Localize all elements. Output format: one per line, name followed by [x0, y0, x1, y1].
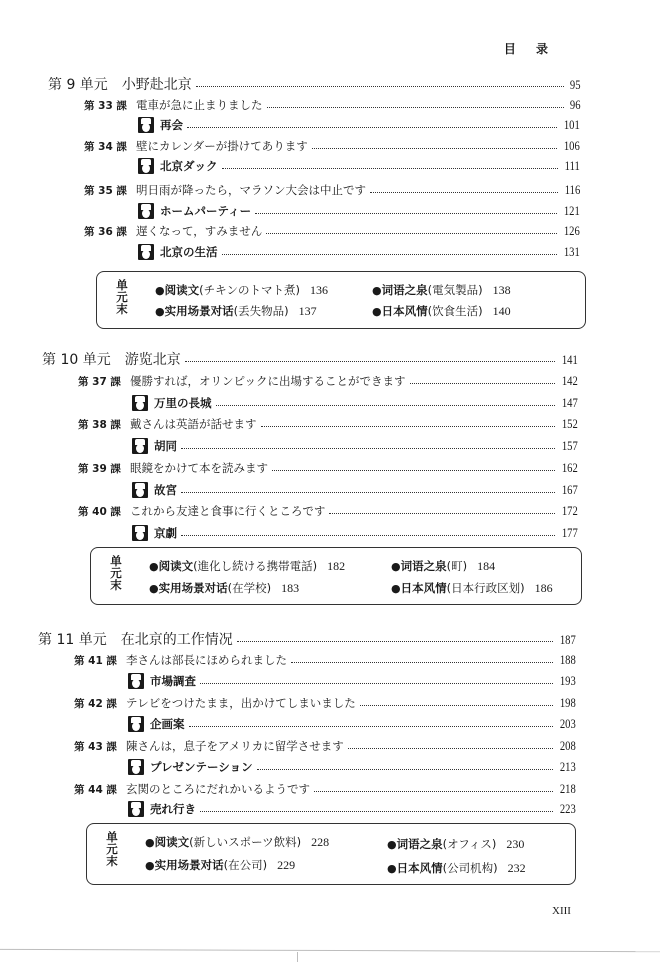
page-number: 203 — [560, 717, 576, 731]
lesson-44-sub-row[interactable] — [128, 801, 576, 817]
face-icon — [128, 759, 144, 775]
summary-item-dialogue[interactable] — [155, 303, 317, 319]
sub-title: 北京の生活 — [160, 245, 218, 259]
page-number: 121 — [564, 204, 580, 218]
page-number: 188 — [560, 653, 576, 667]
lesson-label: 第 33 課 — [84, 100, 127, 112]
summary-side-label: 单元末 — [116, 278, 128, 316]
item-label: 日本风情 — [400, 581, 447, 595]
dot-leader — [185, 361, 556, 362]
page-number: 152 — [562, 417, 578, 431]
dot-leader — [189, 726, 554, 727]
item-page: 140 — [492, 304, 511, 318]
lesson-title: テレビをつけたまま，出かけてしまいました — [126, 696, 356, 710]
lesson-44-row[interactable] — [74, 781, 576, 797]
lesson-label: 第 38 課 — [78, 419, 121, 431]
summary-item-culture[interactable] — [391, 580, 553, 596]
bullet-icon: ● — [145, 859, 155, 872]
bullet-icon: ● — [155, 305, 165, 318]
lesson-40-row[interactable] — [78, 503, 578, 519]
bullet-icon: ● — [149, 560, 159, 573]
summary-item-vocab[interactable] — [372, 282, 511, 298]
item-page: 138 — [492, 283, 511, 297]
item-page: 182 — [327, 559, 346, 573]
bullet-icon: ● — [372, 284, 382, 297]
item-note: (新しいスポーツ飲料) — [189, 835, 302, 849]
item-page: 136 — [309, 283, 328, 297]
dot-leader — [181, 535, 555, 536]
sub-title: 京劇 — [154, 526, 177, 540]
dot-leader — [216, 405, 556, 406]
page-number: 172 — [562, 504, 578, 518]
sub-title: プレゼンテーション — [150, 760, 253, 774]
lesson-label: 第 44 課 — [74, 784, 117, 796]
summary-side-label: 单元末 — [106, 830, 118, 868]
lesson-33-sub-row[interactable] — [138, 117, 580, 133]
item-note: (日本行政区划) — [446, 581, 525, 595]
lesson-39-row[interactable] — [78, 460, 578, 476]
item-label: 实用场景对话 — [158, 581, 228, 595]
lesson-title: 陳さんは，息子をアメリカに留学させます — [126, 739, 344, 753]
item-note: (電気製品) — [427, 283, 483, 297]
item-page: 137 — [298, 304, 317, 318]
dot-leader — [410, 383, 556, 384]
sub-title: 故宮 — [154, 483, 177, 497]
sub-title: 再会 — [160, 118, 183, 132]
summary-item-vocab[interactable] — [387, 836, 524, 852]
page-number: 131 — [564, 245, 580, 259]
page-number: 208 — [560, 739, 576, 753]
bullet-icon: ● — [149, 582, 159, 595]
dot-leader — [267, 107, 564, 108]
unit-10-row[interactable] — [42, 349, 578, 369]
unit-title: 小野赴北京 — [121, 77, 192, 93]
page-number: 162 — [562, 461, 578, 475]
lesson-title: 壁にカレンダーが掛けてあります — [136, 139, 308, 153]
lesson-label: 第 34 課 — [84, 141, 127, 153]
lesson-37-row[interactable] — [78, 373, 578, 389]
dot-leader — [181, 448, 555, 449]
face-icon — [138, 203, 154, 219]
lesson-41-sub-row[interactable] — [128, 673, 576, 689]
lesson-title: 李さんは部長にほめられました — [126, 653, 287, 667]
lesson-label: 第 35 課 — [84, 185, 127, 197]
item-note: (町) — [446, 559, 468, 573]
page-number: 96 — [569, 98, 580, 112]
page-number: 147 — [562, 396, 578, 410]
page-number: 142 — [562, 374, 578, 388]
bullet-icon: ● — [387, 838, 397, 851]
item-page: 184 — [477, 559, 496, 573]
item-page: 186 — [534, 581, 553, 595]
item-page: 232 — [507, 861, 526, 875]
bullet-icon: ● — [391, 560, 401, 573]
face-icon — [132, 525, 148, 541]
item-label: 词语之泉 — [396, 837, 443, 851]
lesson-title: 優勝すれば，オリンピックに出場することができます — [130, 374, 406, 388]
lesson-35-row[interactable] — [84, 182, 580, 198]
lesson-label: 第 37 課 — [78, 376, 121, 388]
lesson-38-row[interactable] — [78, 416, 578, 432]
page-number: 141 — [562, 353, 578, 367]
page-number: 177 — [562, 526, 578, 540]
item-page: 228 — [311, 835, 330, 849]
lesson-42-row[interactable] — [74, 695, 576, 711]
item-label: 日本风情 — [381, 304, 428, 318]
face-icon — [132, 438, 148, 454]
item-note: (チキンのトマト煮) — [199, 283, 300, 297]
page-number: 106 — [564, 139, 580, 153]
lesson-42-sub-row[interactable] — [128, 716, 576, 732]
item-note: (在学校) — [227, 581, 272, 595]
dot-leader — [200, 683, 553, 684]
unit-label: 第 11 单元 — [38, 632, 107, 648]
lesson-label: 第 41 課 — [74, 655, 117, 667]
bullet-icon: ● — [145, 836, 155, 849]
page-number: 126 — [564, 224, 580, 238]
dot-leader — [266, 233, 557, 234]
dot-leader — [237, 641, 554, 642]
lesson-34-row[interactable] — [84, 138, 580, 154]
page-folio: XIII — [552, 905, 571, 917]
lesson-title: 戴さんは英語が話せます — [130, 417, 257, 431]
item-label: 日本风情 — [396, 861, 443, 875]
page-number: 116 — [564, 183, 580, 197]
dot-leader — [370, 192, 558, 193]
item-note: (公司机构) — [442, 861, 498, 875]
summary-item-reading[interactable] — [149, 558, 345, 574]
page-number: 193 — [560, 674, 576, 688]
lesson-34-sub-row[interactable] — [138, 158, 580, 174]
dot-leader — [222, 254, 558, 255]
item-page: 183 — [281, 581, 300, 595]
bottom-rule — [0, 949, 660, 952]
sub-title: 市場調査 — [150, 674, 196, 688]
item-page: 230 — [506, 837, 525, 851]
lesson-43-sub-row[interactable] — [128, 759, 576, 775]
lesson-35-sub-row[interactable] — [138, 203, 580, 219]
page-number: 218 — [560, 782, 576, 796]
lesson-36-row[interactable] — [84, 223, 580, 239]
unit-label: 第 9 单元 — [48, 77, 108, 93]
lesson-36-sub-row[interactable] — [138, 244, 580, 260]
dot-leader — [312, 148, 557, 149]
page-number: 198 — [560, 696, 576, 710]
summary-item-dialogue[interactable] — [145, 857, 295, 873]
summary-item-reading[interactable] — [145, 834, 329, 850]
lesson-title: 明日雨が降ったら，マラソン大会は中止です — [136, 183, 366, 197]
summary-item-culture[interactable] — [387, 860, 526, 876]
page-number: 95 — [569, 78, 580, 92]
item-note: (饮食生活) — [427, 304, 483, 318]
summary-item-culture[interactable] — [372, 303, 511, 319]
item-label: 阅读文 — [158, 559, 194, 573]
sub-title: 北京ダック — [160, 159, 218, 173]
lesson-43-row[interactable] — [74, 738, 576, 754]
lesson-title: これから友達と食事に行くところです — [130, 504, 326, 518]
lesson-39-sub-row[interactable] — [132, 482, 578, 498]
dot-leader — [257, 769, 554, 770]
page-number: 111 — [564, 159, 580, 173]
lesson-41-row[interactable] — [74, 652, 576, 668]
item-note: (丢失物品) — [233, 304, 289, 318]
lesson-title: 電車が急に止まりました — [136, 98, 263, 112]
lesson-label: 第 40 課 — [78, 506, 121, 518]
sub-title: 万里の長城 — [154, 396, 212, 410]
dot-leader — [348, 748, 554, 749]
summary-item-vocab[interactable] — [391, 558, 495, 574]
page-header: 目 录 — [503, 42, 556, 56]
sub-title: 胡同 — [154, 439, 177, 453]
dot-leader — [255, 213, 557, 214]
sub-title: 売れ行き — [150, 802, 196, 816]
dot-leader — [196, 86, 564, 87]
item-page: 229 — [277, 858, 296, 872]
unit-11-row[interactable] — [38, 629, 576, 649]
dot-leader — [181, 492, 555, 493]
item-label: 实用场景对话 — [154, 858, 224, 872]
face-icon — [138, 244, 154, 260]
unit-10-summary-box — [90, 547, 582, 605]
item-note: (オフィス) — [442, 837, 497, 851]
face-icon — [128, 673, 144, 689]
lesson-label: 第 36 課 — [84, 226, 127, 238]
face-icon — [132, 482, 148, 498]
face-icon — [132, 395, 148, 411]
item-label: 词语之泉 — [400, 559, 447, 573]
dot-leader — [329, 513, 555, 514]
bottom-tick — [297, 952, 298, 962]
bullet-icon: ● — [372, 305, 382, 318]
page-number: 157 — [562, 439, 578, 453]
page-number: 223 — [560, 802, 576, 816]
dot-leader — [291, 662, 553, 663]
page-number: 101 — [564, 118, 580, 132]
face-icon — [128, 801, 144, 817]
unit-title: 游览北京 — [124, 352, 181, 368]
lesson-37-sub-row[interactable] — [132, 395, 578, 411]
summary-item-dialogue[interactable] — [149, 580, 299, 596]
lesson-label: 第 39 課 — [78, 463, 121, 475]
summary-side-label: 单元末 — [110, 554, 122, 592]
summary-item-reading[interactable] — [155, 282, 328, 298]
lesson-label: 第 42 課 — [74, 698, 117, 710]
unit-title: 在北京的工作情况 — [120, 632, 233, 648]
unit-9-summary-box — [96, 271, 586, 329]
dot-leader — [222, 168, 559, 169]
lesson-title: 玄関のところにだれかいるようです — [126, 782, 310, 796]
page-number: 187 — [560, 633, 576, 647]
item-label: 阅读文 — [154, 835, 190, 849]
sub-title: 企画案 — [150, 717, 185, 731]
face-icon — [128, 716, 144, 732]
dot-leader — [360, 705, 553, 706]
dot-leader — [314, 791, 553, 792]
unit-label: 第 10 单元 — [42, 352, 111, 368]
unit-9-row[interactable] — [48, 74, 580, 94]
item-label: 词语之泉 — [381, 283, 428, 297]
bullet-icon: ● — [155, 284, 165, 297]
dot-leader — [200, 811, 553, 812]
unit-11-summary-box — [86, 823, 576, 885]
lesson-38-sub-row[interactable] — [132, 438, 578, 454]
face-icon — [138, 158, 154, 174]
face-icon — [138, 117, 154, 133]
sub-title: ホームパーティー — [160, 204, 252, 218]
item-note: (進化し続ける携帯電話) — [193, 559, 318, 573]
lesson-title: 遅くなって，すみません — [136, 224, 263, 238]
lesson-title: 眼鏡をかけて本を読みます — [130, 461, 268, 475]
dot-leader — [261, 426, 556, 427]
lesson-33-row[interactable] — [84, 97, 580, 113]
item-note: (在公司) — [223, 858, 268, 872]
item-label: 实用场景对话 — [164, 304, 234, 318]
lesson-label: 第 43 課 — [74, 741, 117, 753]
lesson-40-sub-row[interactable] — [132, 525, 578, 541]
dot-leader — [187, 127, 557, 128]
page-number: 167 — [562, 483, 578, 497]
bullet-icon: ● — [391, 582, 401, 595]
bullet-icon: ● — [387, 862, 397, 875]
item-label: 阅读文 — [164, 283, 200, 297]
page-number: 213 — [560, 760, 576, 774]
dot-leader — [272, 470, 555, 471]
